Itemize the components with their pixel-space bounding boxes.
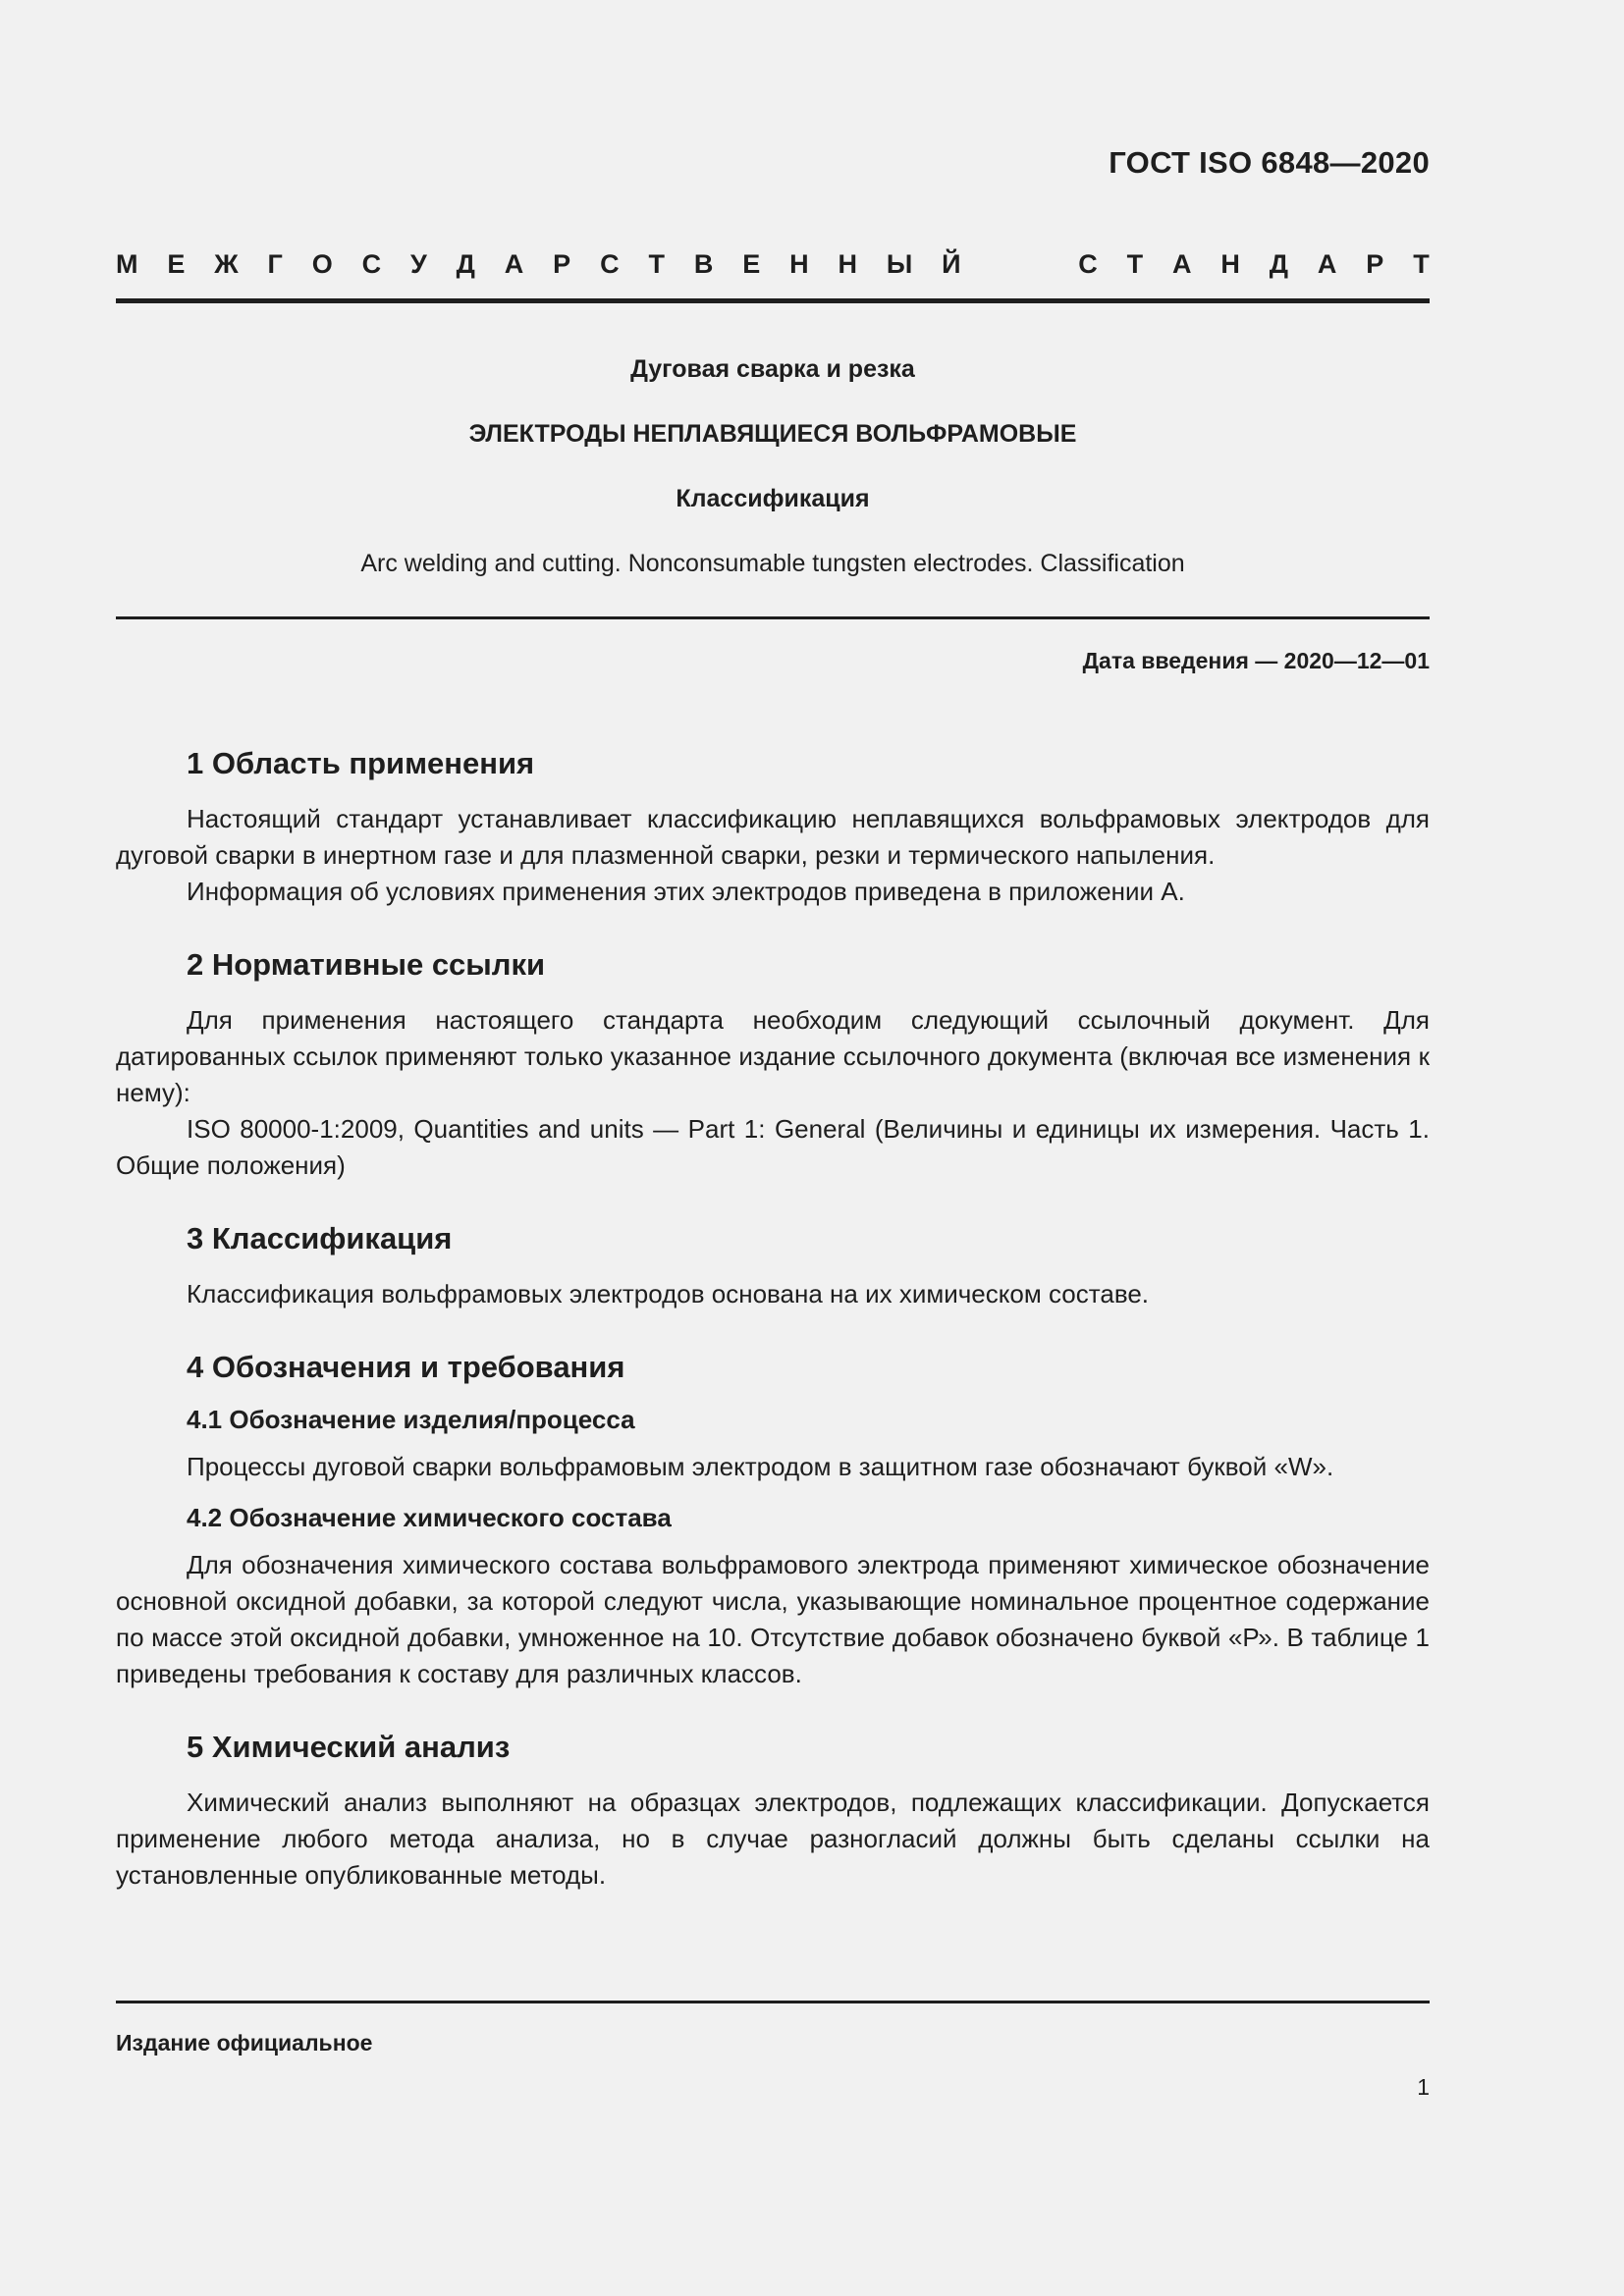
standard-type-letter: С <box>600 249 620 279</box>
section-heading: 3 Классификация <box>187 1221 453 1255</box>
standard-type-letter: А <box>504 249 524 279</box>
subsection-heading: 4.1 Обозначение изделия/процесса <box>187 1405 635 1434</box>
document-number: ГОСТ ISO 6848—2020 <box>1109 145 1430 180</box>
section-heading: 1 Область применения <box>187 746 535 780</box>
document-title: ЭЛЕКТРОДЫ НЕПЛАВЯЩИЕСЯ ВОЛЬФРАМОВЫЕ <box>468 420 1077 448</box>
document-body <box>116 746 1430 1894</box>
standard-type-letter: Р <box>1366 249 1384 279</box>
paragraph: Процессы дуговой сварки вольфрамовым электродом в защитном газе обозначают буквой «W». <box>187 1452 1334 1481</box>
subsection-heading: 4.2 Обозначение химического состава <box>187 1503 672 1532</box>
standard-type-letter: Е <box>167 249 186 279</box>
standard-type-letter: У <box>410 249 427 279</box>
standard-type-letter: А <box>1317 249 1337 279</box>
standard-type-letter: Ы <box>886 249 913 279</box>
standard-type-letter: Т <box>1413 249 1430 279</box>
section-heading: 2 Нормативные ссылки <box>187 947 546 982</box>
paragraph: Настоящий стандарт устанавливает классификацию неплавящихся вольфрамовых электродов для дуговой сварки в инертном газе и для плазменной сварки, резки и термического напыления. <box>116 804 1430 870</box>
standard-type-letter: С <box>361 249 382 279</box>
paragraph: Для применения настоящего стандарта необходим следующий ссылочный документ. Для датированных ссылок применяют только указанное издание ссылочного документа (включая все изменения к нему): <box>116 1005 1430 1107</box>
standard-type-heading <box>116 249 1430 280</box>
standard-type-letter: Е <box>742 249 761 279</box>
standard-type-letter: Ж <box>214 249 239 279</box>
page-number: 1 <box>1417 2074 1430 2100</box>
paragraph: Химический анализ выполняют на образцах электродов, подлежащих классификации. Допускается применение любого метода анализа, но в случае разногласий должны быть сделаны ссылки на установленные опубликованные методы. <box>116 1788 1430 1890</box>
standard-type-letter: В <box>693 249 714 279</box>
document-subtitle: Классификация <box>676 485 870 512</box>
standard-type-letter: Н <box>1220 249 1240 279</box>
standard-type-letter: Т <box>648 249 665 279</box>
subject-line: Дуговая сварка и резка <box>630 355 915 383</box>
standard-type-letter: Г <box>267 249 283 279</box>
standard-type-letter: Т <box>1126 249 1144 279</box>
title-block-rule <box>116 616 1430 619</box>
paragraph: ISO 80000-1:2009, Quantities and units — Part 1: General (Величины и единицы их измерения. Часть 1. Общие положения) <box>116 1114 1430 1180</box>
standard-type-letter: Н <box>789 249 809 279</box>
edition-label: Издание официальное <box>116 2030 373 2056</box>
english-title: Arc welding and cutting. Nonconsumable tungsten electrodes. Classification <box>360 550 1185 577</box>
section-heading: 5 Химический анализ <box>187 1730 511 1764</box>
paragraph: Для обозначения химического состава вольфрамового электрода применяют химическое обозначение основной оксидной добавки, за которой следуют числа, указывающие номинальное процентное содержание по массе этой оксидной добавки, умноженное на 10. Отсутствие добавок обозначено буквой «Р». В таблице 1 приведены требования к составу для различных классов. <box>116 1550 1430 1688</box>
word-gap <box>990 249 1049 280</box>
standard-type-letter: А <box>1172 249 1192 279</box>
date-of-introduction: Дата введения — 2020—12—01 <box>1082 648 1430 673</box>
standard-type-letter: О <box>311 249 333 279</box>
paragraph: Классификация вольфрамовых электродов основана на их химическом составе. <box>187 1279 1150 1308</box>
standard-type-letter: Р <box>553 249 571 279</box>
standard-type-letter: М <box>116 249 138 279</box>
standard-type-letter: Н <box>838 249 857 279</box>
standard-type-letter: Д <box>1269 249 1289 279</box>
paragraph: Информация об условиях применения этих электродов приведена в приложении А. <box>187 877 1185 906</box>
section-heading: 4 Обозначения и требования <box>187 1350 625 1384</box>
header-rule <box>116 298 1430 303</box>
footer-rule <box>116 2001 1430 2003</box>
standard-type-letter: С <box>1078 249 1098 279</box>
standard-type-letter: Й <box>942 249 961 279</box>
standard-type-letter: Д <box>456 249 475 279</box>
document-page <box>116 0 1430 2296</box>
